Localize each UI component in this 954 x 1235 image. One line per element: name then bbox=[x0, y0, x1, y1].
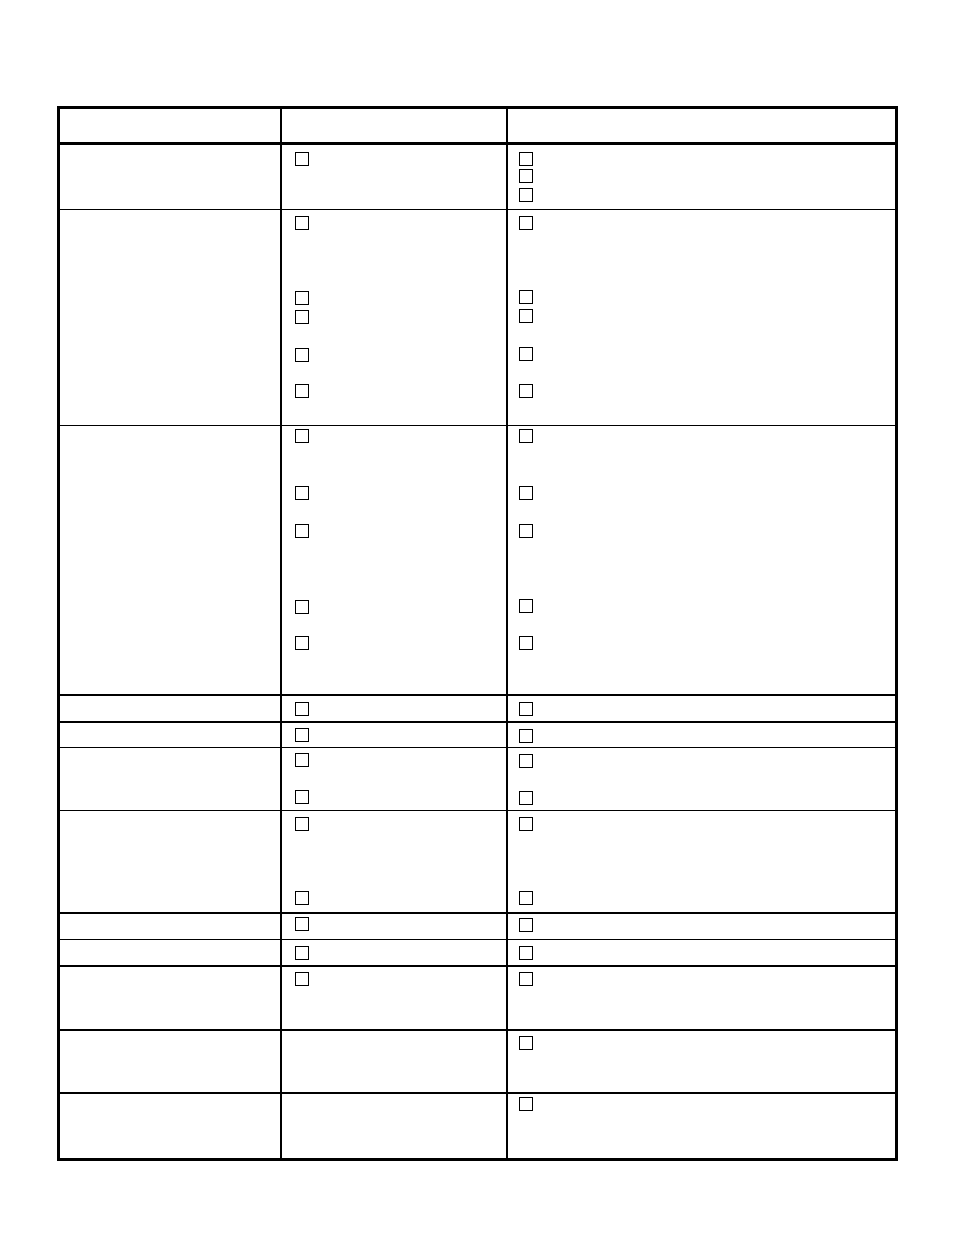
checkbox[interactable] bbox=[519, 946, 533, 960]
row-divider bbox=[60, 810, 895, 811]
checkbox[interactable] bbox=[295, 702, 309, 716]
checkbox[interactable] bbox=[295, 216, 309, 230]
row-divider bbox=[60, 912, 895, 914]
checkbox[interactable] bbox=[295, 728, 309, 742]
row-divider bbox=[60, 142, 895, 145]
checkbox[interactable] bbox=[295, 291, 309, 305]
row-divider bbox=[60, 694, 895, 696]
row-divider bbox=[60, 1029, 895, 1031]
checkbox[interactable] bbox=[519, 290, 533, 304]
checkbox[interactable] bbox=[519, 1097, 533, 1111]
checkbox[interactable] bbox=[519, 216, 533, 230]
checkbox[interactable] bbox=[519, 152, 533, 166]
checkbox[interactable] bbox=[295, 917, 309, 931]
column-divider bbox=[506, 109, 508, 1158]
row-divider bbox=[60, 425, 895, 426]
column-divider bbox=[280, 109, 282, 1158]
checkbox[interactable] bbox=[519, 486, 533, 500]
checkbox[interactable] bbox=[295, 384, 309, 398]
checkbox[interactable] bbox=[519, 599, 533, 613]
form-table bbox=[57, 106, 898, 1161]
checkbox[interactable] bbox=[519, 347, 533, 361]
checkbox[interactable] bbox=[295, 600, 309, 614]
checkbox[interactable] bbox=[519, 384, 533, 398]
checkbox[interactable] bbox=[295, 891, 309, 905]
checkbox[interactable] bbox=[519, 169, 533, 183]
checkbox[interactable] bbox=[519, 729, 533, 743]
checkbox[interactable] bbox=[519, 791, 533, 805]
checkbox[interactable] bbox=[295, 429, 309, 443]
row-divider bbox=[60, 747, 895, 748]
checkbox[interactable] bbox=[295, 310, 309, 324]
checkbox[interactable] bbox=[295, 817, 309, 831]
checkbox[interactable] bbox=[295, 348, 309, 362]
checkbox[interactable] bbox=[519, 891, 533, 905]
checkbox[interactable] bbox=[295, 486, 309, 500]
checkbox[interactable] bbox=[295, 790, 309, 804]
checkbox[interactable] bbox=[295, 946, 309, 960]
checkbox[interactable] bbox=[295, 524, 309, 538]
checkbox[interactable] bbox=[519, 524, 533, 538]
row-divider bbox=[60, 1092, 895, 1094]
checkbox[interactable] bbox=[295, 636, 309, 650]
row-divider bbox=[60, 209, 895, 210]
checkbox[interactable] bbox=[519, 1036, 533, 1050]
row-divider bbox=[60, 965, 895, 967]
row-divider bbox=[60, 721, 895, 723]
checkbox[interactable] bbox=[519, 309, 533, 323]
checkbox[interactable] bbox=[519, 754, 533, 768]
checkbox[interactable] bbox=[295, 753, 309, 767]
checkbox[interactable] bbox=[295, 972, 309, 986]
checkbox[interactable] bbox=[519, 188, 533, 202]
checkbox[interactable] bbox=[519, 429, 533, 443]
checkbox[interactable] bbox=[519, 918, 533, 932]
row-divider bbox=[60, 939, 895, 940]
checkbox[interactable] bbox=[295, 152, 309, 166]
checkbox[interactable] bbox=[519, 636, 533, 650]
checkbox[interactable] bbox=[519, 972, 533, 986]
checkbox[interactable] bbox=[519, 817, 533, 831]
checkbox[interactable] bbox=[519, 702, 533, 716]
